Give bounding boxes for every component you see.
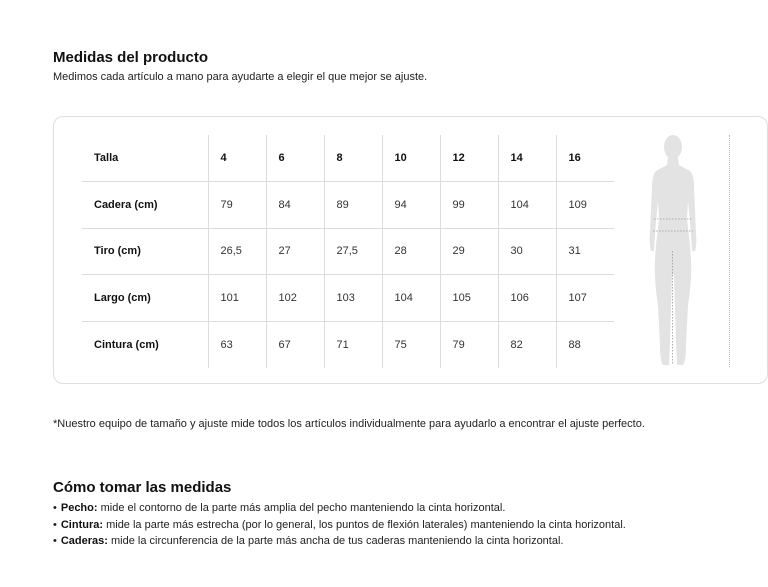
tip-text: mide el contorno de la parte más amplia del pecho manteniendo la cinta horizontal.: [97, 502, 506, 514]
table-cell: 105: [440, 275, 498, 322]
table-cell: 106: [498, 275, 556, 322]
tip-waist: [53, 517, 626, 534]
size-header-cell: 6: [266, 135, 324, 182]
table-row: [82, 228, 614, 275]
table-cell: 31: [556, 228, 614, 275]
table-cell: 99: [440, 182, 498, 229]
table-cell: 94: [382, 182, 440, 229]
size-header-cell: 8: [324, 135, 382, 182]
table-cell: 28: [382, 228, 440, 275]
tip-text: mide la circunferencia de la parte más ancha de tus caderas manteniendo la cinta horizontal.: [107, 535, 564, 547]
size-header-cell: 4: [208, 135, 266, 182]
size-header-label: Talla: [94, 152, 119, 164]
bullet-icon: •: [53, 518, 57, 531]
size-table: [82, 135, 614, 368]
tip-term: Pecho:: [60, 502, 98, 514]
table-cell: 101: [208, 275, 266, 322]
table-header-row: [82, 135, 614, 182]
table-cell: 26,5: [208, 228, 266, 275]
tip-hips: [53, 533, 626, 550]
bullet-icon: •: [53, 535, 57, 547]
row-label: Largo (cm): [82, 275, 208, 322]
table-cell: 79: [208, 182, 266, 229]
table-cell: 27: [266, 228, 324, 275]
table-row: [82, 275, 614, 322]
page-subtitle: Medimos cada artículo a mano para ayudarte a elegir el que mejor se ajuste.: [53, 71, 428, 83]
tip-term: Caderas:: [60, 535, 108, 547]
table-cell: 107: [556, 275, 614, 322]
table-cell: 29: [440, 228, 498, 275]
table-cell: 104: [382, 275, 440, 322]
table-cell: 67: [266, 321, 324, 368]
table-cell: 102: [266, 275, 324, 322]
tip-chest: [53, 500, 626, 517]
table-row: [82, 321, 614, 368]
fit-note: *Nuestro equipo de tamaño y ajuste mide todos los artículos individualmente para ayudarlo a encontrar el ajuste perfecto.: [53, 418, 645, 430]
table-cell: 84: [266, 182, 324, 229]
table-cell: 63: [208, 321, 266, 368]
table-cell: 27,5: [324, 228, 382, 275]
how-to-measure-title: Cómo tomar las medidas: [53, 479, 232, 496]
table-cell: 30: [498, 228, 556, 275]
table-cell: 71: [324, 321, 382, 368]
size-header-cell: 16: [556, 135, 614, 182]
bullet-icon: •: [53, 502, 57, 514]
size-header-cell: 12: [440, 135, 498, 182]
table-cell: 82: [498, 321, 556, 368]
size-header-cell: 10: [382, 135, 440, 182]
size-chart-card: [53, 116, 768, 384]
table-cell: 79: [440, 321, 498, 368]
table-cell: 109: [556, 182, 614, 229]
table-row: [82, 182, 614, 229]
row-label: Cadera (cm): [82, 182, 208, 229]
table-cell: 88: [556, 321, 614, 368]
table-cell: 75: [382, 321, 440, 368]
tip-term: Cintura:: [60, 518, 104, 531]
row-label: Cintura (cm): [82, 321, 208, 368]
body-silhouette-icon: [646, 135, 700, 367]
tip-text: mide la parte más estrecha (por lo general, los puntos de flexión laterales) manteniendo la cinta horizontal.: [103, 518, 626, 531]
table-cell: 104: [498, 182, 556, 229]
table-cell: 103: [324, 275, 382, 322]
table-cell: 89: [324, 182, 382, 229]
page-title: Medidas del producto: [53, 49, 209, 66]
measure-guide-line: [729, 135, 730, 367]
row-label: Tiro (cm): [82, 228, 208, 275]
measure-tips-list: [53, 500, 626, 550]
size-header-cell: 14: [498, 135, 556, 182]
